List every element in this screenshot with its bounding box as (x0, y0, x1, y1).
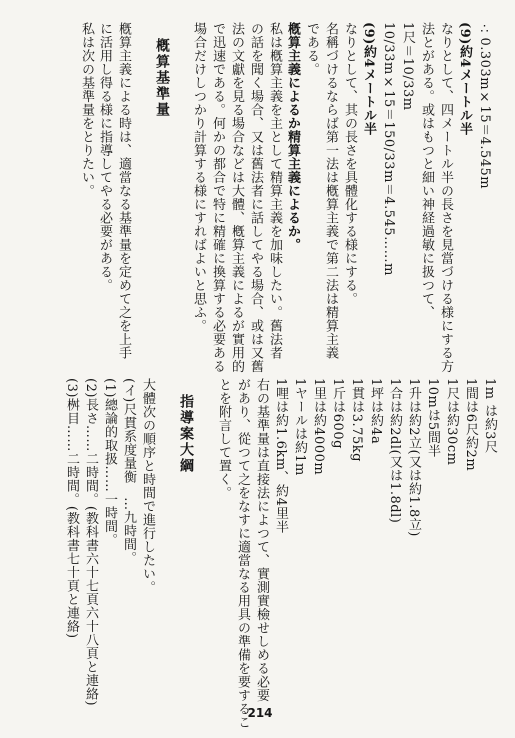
lower-text-line: 大體次の順序と時間で進行したい。 (140, 378, 155, 594)
upper-text-line: 槪算主義による時は、適當なる基準量を定めて之を上手 (116, 22, 131, 360)
upper-text-line: (9)約4メートル半 (457, 22, 472, 136)
page-number: 214 (247, 706, 273, 720)
lower-text-line: 右の基準量は直接法によつて、實測實檢せしめる必要 (254, 378, 269, 702)
lower-text-line: (1)總論的取扱……一時間。 (102, 378, 117, 547)
lower-text-line: 1哩は約1.6km、約4里半 (273, 378, 288, 534)
upper-text-line: 槪算基準量 (154, 38, 170, 118)
lower-text-line: 1坪は約4a (368, 378, 383, 445)
upper-text-line: の話を聞く場合、又は舊法者に話してやる場合、或は又舊 (248, 22, 263, 373)
upper-text-line: に活用し得る様に指導してやる必要がある。 (97, 22, 112, 292)
upper-text-line: なりとして、其の長さを具體化する様にする。 (342, 22, 357, 306)
upper-text-line: 法とがある。或はもつと細い神経過敏に扱つて、 (419, 22, 434, 319)
lower-text-line: 1ヤールは約1m (292, 378, 307, 476)
upper-text-line: 槪算主義によるか精算主義によるか。 (285, 22, 300, 252)
upper-text-line: 場合だけしつかり計算する様にすればよいと思ふ。 (191, 22, 206, 333)
lower-text-line: があり、從つて之をなすに適當なる用具の準備を要するこ (235, 378, 250, 729)
upper-text-line: 法の文獻を見る場合などは大體、槪算主義によるが實用的 (229, 22, 244, 373)
upper-text-line: 名稱づけるならば第一法は槪算主義で第二法は精算主義 (323, 22, 338, 360)
upper-text-line: 1尺＝10/33m (400, 22, 415, 111)
lower-text-line: 1里は約4000m (311, 378, 326, 476)
upper-text-line: なりとして、四メートル半の長さを見當づける様にする方 (438, 22, 453, 373)
lower-text-line: とを附言して置く。 (216, 378, 231, 500)
lower-text-line: 1尺は約30cm (444, 378, 459, 466)
lower-text-line: (2)長さ……二時間。(教科書六十七頁六十八頁と連絡) (83, 378, 98, 707)
lower-text-line: 10mは5間半 (425, 378, 440, 458)
lower-text-line: (3)桝目……二時間。(教科書七十頁と連絡) (64, 378, 79, 639)
lower-text-line: 1m は約3尺 (482, 378, 497, 454)
upper-text-line: (9)約4メートル半 (361, 22, 376, 136)
upper-text-line: 私は槪算主義を主として精算主義を加味したい。舊法者 (267, 22, 282, 360)
lower-text-line: (イ)尺貫系度量衡 …九時間。 (121, 378, 136, 565)
upper-text-line: で迅速である。何かの都合で特に精確に換算する必要ある (210, 22, 225, 373)
lower-text-line: 1斤は600g (330, 378, 345, 449)
lower-text-line: 指導案大綱 (178, 394, 194, 474)
lower-text-line: 1貫は3.75kg (349, 378, 364, 462)
lower-text-line: 1間は6尺約2m (463, 378, 478, 472)
upper-text-line: ∴0.303m×15＝4.545m (477, 22, 492, 190)
upper-text-line: 10/33m×15＝150/33m＝4.545……m (381, 22, 396, 276)
lower-text-line: 1合は約2dl(又は1.8dl) (387, 378, 402, 524)
lower-text-line: 1升は約2立(又は約1.8立) (406, 378, 421, 537)
upper-text-line: 私は次の基準量をとりたい。 (79, 22, 94, 198)
upper-text-line: である。 (304, 22, 319, 76)
